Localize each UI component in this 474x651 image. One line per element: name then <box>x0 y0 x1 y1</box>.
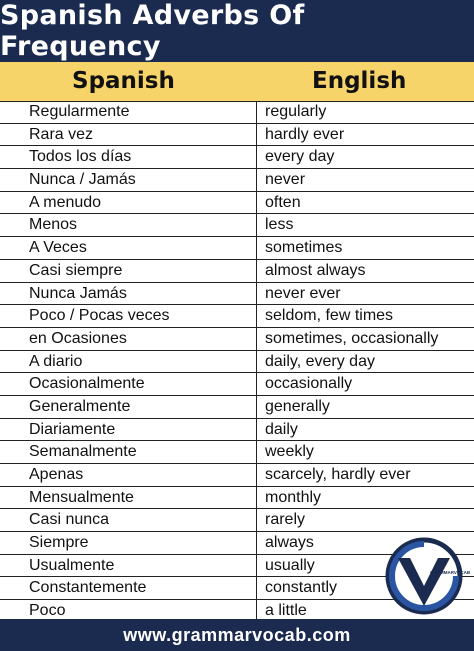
table-row <box>0 373 474 396</box>
table-row <box>0 169 474 192</box>
table-row <box>0 237 474 260</box>
cell-english: occasionally <box>265 375 353 393</box>
table-row <box>0 283 474 306</box>
cell-spanish: Casi nunca <box>29 511 110 529</box>
cell-english: monthly <box>265 488 322 506</box>
cell-english: rarely <box>265 511 306 529</box>
cell-english: scarcely, hardly ever <box>265 466 411 483</box>
footer-url[interactable]: www.grammarvocab.com <box>123 624 351 645</box>
cell-spanish: Poco <box>29 602 66 620</box>
cell-english: less <box>265 216 294 234</box>
cell-spanish: Regularmente <box>29 103 130 120</box>
logo-text: GRAMMARVOCAB <box>430 570 471 575</box>
page-footer <box>0 619 474 651</box>
cell-spanish: Menos <box>29 216 78 234</box>
cell-spanish: Apenas <box>29 466 84 483</box>
cell-spanish: Casi siempre <box>29 261 123 279</box>
table-row <box>0 260 474 283</box>
cell-english: usually <box>265 556 315 574</box>
table-row <box>0 192 474 215</box>
cell-spanish: Todos los días <box>29 148 132 166</box>
cell-spanish: A menudo <box>29 193 102 211</box>
cell-english: daily, every day <box>265 352 375 370</box>
cell-english: generally <box>265 397 330 415</box>
table-row <box>0 441 474 464</box>
cell-english: never ever <box>265 284 341 302</box>
table-row <box>0 101 474 124</box>
table-row <box>0 146 474 169</box>
cell-spanish: Poco / Pocas veces <box>29 307 170 325</box>
cell-english: never <box>265 171 306 189</box>
page-title: Spanish Adverbs Of Frequency <box>0 0 305 62</box>
table-row <box>0 396 474 419</box>
table-header <box>0 62 474 102</box>
column-header-spanish: Spanish <box>72 68 175 94</box>
cell-spanish: A Veces <box>29 239 87 257</box>
table-row <box>0 487 474 510</box>
cell-spanish: Generalmente <box>29 397 131 415</box>
cell-spanish: Diariamente <box>29 420 116 438</box>
cell-english: a little <box>265 602 307 620</box>
cell-english: almost always <box>265 261 366 279</box>
grammarvocab-logo-icon <box>384 536 471 616</box>
cell-english: sometimes <box>265 239 343 257</box>
cell-spanish: en Ocasiones <box>29 329 127 347</box>
column-header-english: English <box>312 68 407 94</box>
cell-english: sometimes, occasionally <box>265 329 439 347</box>
table-row <box>0 419 474 442</box>
table-row <box>0 214 474 237</box>
table-row <box>0 509 474 532</box>
column-divider <box>256 101 257 619</box>
page-header <box>0 0 474 62</box>
cell-spanish: Constantemente <box>29 579 147 597</box>
cell-spanish: A diario <box>29 352 83 370</box>
cell-spanish: Ocasionalmente <box>29 375 145 393</box>
table-row <box>0 124 474 147</box>
cell-english: constantly <box>265 579 338 597</box>
cell-spanish: Nunca / Jamás <box>29 171 136 189</box>
table-row <box>0 464 474 487</box>
cell-spanish: Mensualmente <box>29 488 134 506</box>
cell-spanish: Siempre <box>29 534 89 552</box>
table-row <box>0 328 474 351</box>
cell-english: daily <box>265 420 298 438</box>
table-row <box>0 305 474 328</box>
cell-english: often <box>265 193 301 211</box>
cell-spanish: Usualmente <box>29 556 115 574</box>
cell-english: weekly <box>265 443 314 461</box>
cell-spanish: Rara vez <box>29 125 94 143</box>
cell-spanish: Nunca Jamás <box>29 284 127 302</box>
table-row <box>0 351 474 374</box>
cell-english: always <box>265 534 314 552</box>
cell-english: seldom, few times <box>265 307 394 325</box>
cell-english: every day <box>265 148 335 166</box>
cell-english: hardly ever <box>265 125 345 143</box>
cell-english: regularly <box>265 103 327 120</box>
cell-spanish: Semanalmente <box>29 443 137 461</box>
